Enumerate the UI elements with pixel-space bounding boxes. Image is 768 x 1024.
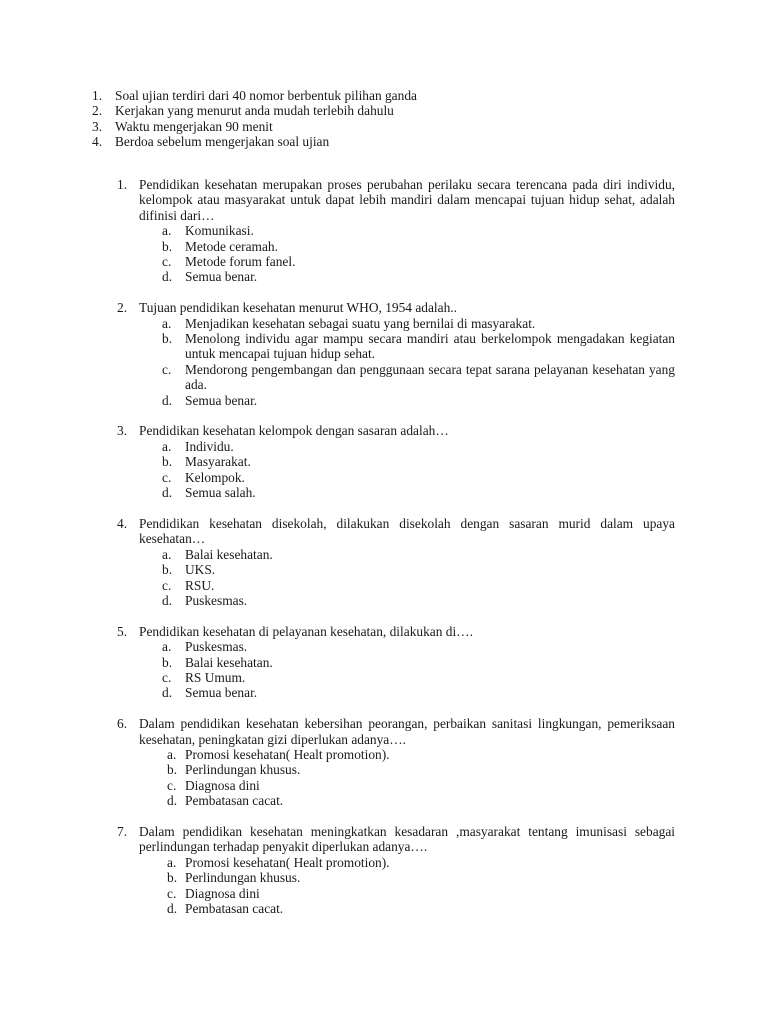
option-letter: a. bbox=[167, 854, 177, 870]
option-text: Perlindungan khusus. bbox=[185, 762, 301, 778]
option-text: Menolong individu agar mampu secara mandiri atau berkelompok mengadakan kegiatan untuk mencapai tujuan hidup sehat. bbox=[185, 331, 675, 362]
answer-option bbox=[162, 393, 675, 408]
question-number: 4. bbox=[117, 515, 128, 531]
instruction-text: Soal ujian terdiri dari 40 nomor berbentuk pilihan ganda bbox=[115, 88, 417, 103]
option-letter: b. bbox=[162, 562, 173, 578]
question-number: 7. bbox=[117, 823, 128, 839]
option-letter: b. bbox=[162, 654, 173, 670]
option-text: Puskesmas. bbox=[185, 592, 248, 608]
question-item bbox=[117, 516, 675, 608]
instruction-number: 4. bbox=[92, 134, 103, 150]
option-letter: c. bbox=[162, 254, 172, 270]
question-text: Dalam pendidikan kesehatan meningkatkan kesadaran ,masyarakat tentang imunisasi sebagai perlindungan terhadap penyakit diperlukan adanya…. bbox=[139, 823, 675, 855]
answer-option bbox=[162, 239, 675, 254]
option-text: Semua benar. bbox=[185, 269, 258, 285]
option-text: Diagnosa dini bbox=[185, 777, 260, 793]
answer-options bbox=[162, 547, 675, 609]
questions-list bbox=[117, 177, 675, 932]
option-text: Pembatasan cacat. bbox=[185, 793, 284, 809]
option-text: Menjadikan kesehatan sebagai suatu yang bernilai di masyarakat. bbox=[185, 315, 536, 331]
option-letter: a. bbox=[162, 546, 172, 562]
instruction-number: 1. bbox=[92, 88, 103, 103]
question-stem bbox=[117, 716, 675, 747]
option-letter: c. bbox=[167, 777, 177, 793]
question-number: 3. bbox=[117, 423, 128, 439]
question-stem bbox=[117, 300, 675, 315]
option-letter: d. bbox=[162, 592, 173, 608]
question-stem bbox=[117, 423, 675, 438]
question-item bbox=[117, 716, 675, 808]
question-item bbox=[117, 824, 675, 916]
option-text: Metode forum fanel. bbox=[185, 254, 296, 270]
question-number: 6. bbox=[117, 716, 128, 732]
question-item bbox=[117, 177, 675, 285]
option-letter: d. bbox=[162, 392, 173, 408]
answer-option bbox=[167, 793, 675, 808]
answer-option bbox=[162, 316, 675, 331]
instruction-item bbox=[92, 119, 652, 134]
option-letter: d. bbox=[162, 269, 173, 285]
option-text: Puskesmas. bbox=[185, 639, 248, 655]
answer-option bbox=[167, 778, 675, 793]
answer-option bbox=[162, 470, 675, 485]
option-letter: a. bbox=[162, 223, 172, 239]
option-letter: a. bbox=[167, 746, 177, 762]
option-text: Kelompok. bbox=[185, 469, 245, 485]
option-letter: b. bbox=[167, 870, 178, 886]
option-text: Mendorong pengembangan dan penggunaan secara tepat sarana pelayanan kesehatan yang ada. bbox=[185, 361, 675, 393]
option-text: Balai kesehatan. bbox=[185, 546, 273, 562]
answer-option bbox=[162, 562, 675, 577]
option-letter: c. bbox=[167, 885, 177, 901]
answer-option bbox=[167, 747, 675, 762]
instruction-text: Kerjakan yang menurut anda mudah terlebih dahulu bbox=[115, 103, 394, 119]
answer-option bbox=[162, 254, 675, 269]
option-text: Metode ceramah. bbox=[185, 238, 278, 254]
option-text: Perlindungan khusus. bbox=[185, 870, 301, 886]
answer-option bbox=[167, 762, 675, 777]
answer-option bbox=[162, 670, 675, 685]
instruction-number: 2. bbox=[92, 103, 103, 119]
answer-option bbox=[167, 901, 675, 916]
answer-options bbox=[162, 639, 675, 701]
option-text: UKS. bbox=[185, 562, 216, 578]
answer-option bbox=[162, 685, 675, 700]
instruction-item bbox=[92, 134, 652, 149]
answer-option bbox=[162, 454, 675, 469]
option-letter: c. bbox=[162, 669, 172, 685]
option-text: Masyarakat. bbox=[185, 454, 251, 470]
answer-option bbox=[167, 855, 675, 870]
question-stem bbox=[117, 177, 675, 223]
option-text: Semua benar. bbox=[185, 392, 258, 408]
question-number: 2. bbox=[117, 300, 128, 316]
answer-option bbox=[162, 331, 675, 362]
option-letter: b. bbox=[162, 454, 173, 470]
question-item bbox=[117, 300, 675, 408]
option-text: Balai kesehatan. bbox=[185, 654, 273, 670]
question-number: 5. bbox=[117, 623, 128, 639]
answer-option bbox=[162, 485, 675, 500]
question-item bbox=[117, 423, 675, 500]
option-letter: d. bbox=[162, 485, 173, 501]
option-letter: d. bbox=[167, 901, 178, 916]
instruction-number: 3. bbox=[92, 118, 103, 134]
option-text: Semua benar. bbox=[185, 685, 258, 701]
option-text: Individu. bbox=[185, 438, 234, 454]
option-letter: b. bbox=[162, 238, 173, 254]
instruction-item bbox=[92, 88, 652, 103]
answer-options bbox=[162, 223, 675, 285]
question-text: Pendidikan kesehatan disekolah, dilakukan disekolah dengan sasaran murid dalam upaya kesehatan… bbox=[139, 515, 675, 547]
question-stem bbox=[117, 824, 675, 855]
answer-options bbox=[162, 439, 675, 501]
option-letter: b. bbox=[167, 762, 178, 778]
instruction-item bbox=[92, 103, 652, 118]
answer-option bbox=[162, 655, 675, 670]
answer-option bbox=[162, 578, 675, 593]
option-text: Pembatasan cacat. bbox=[185, 901, 284, 916]
question-text: Dalam pendidikan kesehatan kebersihan peorangan, perbaikan sanitasi lingkungan, pemeriksaan kesehatan, peningkatan gizi diperlukan adanya…. bbox=[139, 716, 675, 747]
answer-option bbox=[162, 269, 675, 284]
option-letter: d. bbox=[167, 793, 178, 809]
question-number: 1. bbox=[117, 177, 128, 192]
option-letter: a. bbox=[162, 639, 172, 655]
question-text: Pendidikan kesehatan di pelayanan kesehatan, dilakukan di…. bbox=[139, 623, 473, 639]
option-text: RS Umum. bbox=[185, 669, 246, 685]
question-text: Pendidikan kesehatan merupakan proses perubahan perilaku secara terencana pada diri individu, kelompok atau masyarakat untuk dapat lebih mandiri dalam mencapai tujuan hidup sehat, adalah difinisi dari… bbox=[139, 177, 675, 223]
answer-option bbox=[162, 439, 675, 454]
option-text: RSU. bbox=[185, 577, 215, 593]
option-text: Promosi kesehatan( Healt promotion). bbox=[185, 854, 390, 870]
answer-option bbox=[162, 223, 675, 238]
answer-option bbox=[167, 870, 675, 885]
instruction-text: Berdoa sebelum mengerjakan soal ujian bbox=[115, 134, 330, 150]
question-stem bbox=[117, 624, 675, 639]
instruction-text: Waktu mengerjakan 90 menit bbox=[115, 118, 273, 134]
answer-option bbox=[167, 886, 675, 901]
option-letter: b. bbox=[162, 331, 173, 347]
answer-option bbox=[162, 547, 675, 562]
option-letter: a. bbox=[162, 438, 172, 454]
option-text: Diagnosa dini bbox=[185, 885, 260, 901]
option-letter: c. bbox=[162, 469, 172, 485]
question-text: Pendidikan kesehatan kelompok dengan sasaran adalah… bbox=[139, 423, 449, 439]
option-text: Komunikasi. bbox=[185, 223, 254, 239]
answer-option bbox=[162, 639, 675, 654]
answer-option bbox=[162, 362, 675, 393]
option-text: Promosi kesehatan( Healt promotion). bbox=[185, 746, 390, 762]
option-letter: c. bbox=[162, 361, 172, 377]
question-text: Tujuan pendidikan kesehatan menurut WHO, 1954 adalah.. bbox=[139, 300, 457, 316]
answer-options bbox=[167, 855, 675, 917]
answer-options bbox=[167, 747, 675, 809]
answer-options bbox=[162, 316, 675, 408]
option-text: Semua salah. bbox=[185, 485, 256, 501]
question-stem bbox=[117, 516, 675, 547]
option-letter: d. bbox=[162, 685, 173, 701]
question-item bbox=[117, 624, 675, 701]
answer-option bbox=[162, 593, 675, 608]
instructions-list bbox=[92, 88, 652, 150]
option-letter: c. bbox=[162, 577, 172, 593]
option-letter: a. bbox=[162, 315, 172, 331]
